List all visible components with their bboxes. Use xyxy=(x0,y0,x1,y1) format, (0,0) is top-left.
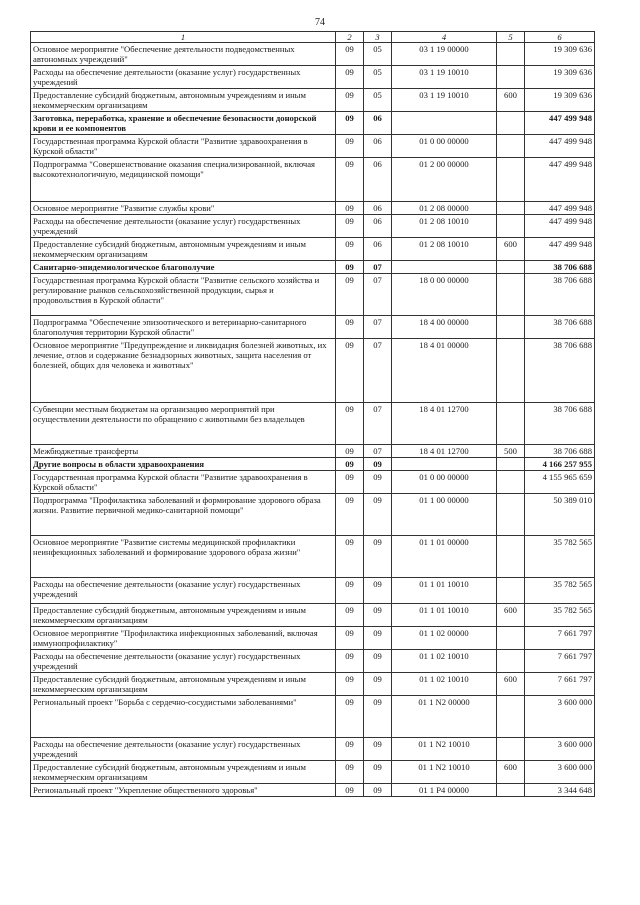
row-subsection-cell: 06 xyxy=(364,215,392,238)
row-expense-type-cell xyxy=(497,43,525,66)
row-subsection-cell: 06 xyxy=(364,135,392,158)
row-section-cell: 09 xyxy=(336,536,364,578)
row-name-cell: Расходы на обеспечение деятельности (оказание услуг) государственных учреждений xyxy=(31,215,336,238)
row-section-cell: 09 xyxy=(336,43,364,66)
row-amount-cell: 38 706 688 xyxy=(525,339,595,403)
row-name-cell: Государственная программа Курской области "Развитие здравоохранения в Курской области" xyxy=(31,135,336,158)
budget-table xyxy=(30,31,595,797)
row-target-article-cell: 18 4 01 00000 xyxy=(392,339,497,403)
row-amount-cell: 4 166 257 955 xyxy=(525,458,595,471)
row-section-cell: 09 xyxy=(336,158,364,202)
row-target-article-cell: 01 1 00 00000 xyxy=(392,494,497,536)
row-expense-type-cell xyxy=(497,458,525,471)
row-subsection-cell: 09 xyxy=(364,458,392,471)
row-section-cell: 09 xyxy=(336,494,364,536)
row-target-article-cell: 01 2 08 00000 xyxy=(392,202,497,215)
table-row xyxy=(31,339,595,403)
row-expense-type-cell xyxy=(497,66,525,89)
row-subsection-cell: 09 xyxy=(364,578,392,604)
row-target-article-cell: 18 0 00 00000 xyxy=(392,274,497,316)
row-target-article-cell: 01 1 02 10010 xyxy=(392,673,497,696)
header-cell: 6 xyxy=(525,32,595,43)
row-target-article-cell: 03 1 19 10010 xyxy=(392,66,497,89)
row-amount-cell: 3 344 648 xyxy=(525,784,595,797)
row-section-cell: 09 xyxy=(336,261,364,274)
row-expense-type-cell xyxy=(497,403,525,445)
table-row xyxy=(31,673,595,696)
row-subsection-cell: 07 xyxy=(364,274,392,316)
row-name-cell: Подпрограмма "Совершенствование оказания специализированной, включая высокотехнологичную, медицинской помощи" xyxy=(31,158,336,202)
row-amount-cell: 447 499 948 xyxy=(525,135,595,158)
row-subsection-cell: 05 xyxy=(364,89,392,112)
row-amount-cell: 4 155 965 659 xyxy=(525,471,595,494)
row-subsection-cell: 09 xyxy=(364,784,392,797)
row-amount-cell: 447 499 948 xyxy=(525,238,595,261)
row-amount-cell: 38 706 688 xyxy=(525,316,595,339)
row-name-cell: Расходы на обеспечение деятельности (оказание услуг) государственных учреждений xyxy=(31,738,336,761)
row-target-article-cell: 01 1 01 00000 xyxy=(392,536,497,578)
row-amount-cell: 19 309 636 xyxy=(525,66,595,89)
row-expense-type-cell xyxy=(497,274,525,316)
row-name-cell: Основное мероприятие "Профилактика инфекционных заболеваний, включая иммунопрофилактику" xyxy=(31,627,336,650)
row-amount-cell: 38 706 688 xyxy=(525,261,595,274)
page-number: 74 xyxy=(315,17,325,28)
row-name-cell: Расходы на обеспечение деятельности (оказание услуг) государственных учреждений xyxy=(31,66,336,89)
row-amount-cell: 19 309 636 xyxy=(525,89,595,112)
row-name-cell: Предоставление субсидий бюджетным, автономным учреждениям и иным некоммерческим организациям xyxy=(31,89,336,112)
table-row xyxy=(31,89,595,112)
row-name-cell: Санитарно-эпидемиологическое благополучие xyxy=(31,261,336,274)
row-section-cell: 09 xyxy=(336,445,364,458)
table-row xyxy=(31,696,595,738)
row-section-cell: 09 xyxy=(336,578,364,604)
row-amount-cell: 447 499 948 xyxy=(525,215,595,238)
row-expense-type-cell xyxy=(497,738,525,761)
row-target-article-cell: 01 0 00 00000 xyxy=(392,135,497,158)
row-target-article-cell: 01 1 N2 10010 xyxy=(392,738,497,761)
row-subsection-cell: 06 xyxy=(364,202,392,215)
row-subsection-cell: 09 xyxy=(364,696,392,738)
row-target-article-cell: 01 1 P4 00000 xyxy=(392,784,497,797)
row-subsection-cell: 09 xyxy=(364,627,392,650)
table-row xyxy=(31,274,595,316)
row-name-cell: Основное мероприятие "Развитие службы крови" xyxy=(31,202,336,215)
row-subsection-cell: 06 xyxy=(364,112,392,135)
table-row xyxy=(31,627,595,650)
row-amount-cell: 447 499 948 xyxy=(525,158,595,202)
row-target-article-cell xyxy=(392,458,497,471)
row-name-cell: Заготовка, переработка, хранение и обеспечение безопасности донорской крови и ее компонентов xyxy=(31,112,336,135)
row-section-cell: 09 xyxy=(336,339,364,403)
table-row xyxy=(31,202,595,215)
row-target-article-cell: 01 0 00 00000 xyxy=(392,471,497,494)
row-name-cell: Предоставление субсидий бюджетным, автономным учреждениям и иным некоммерческим организациям xyxy=(31,673,336,696)
row-amount-cell: 35 782 565 xyxy=(525,536,595,578)
row-section-cell: 09 xyxy=(336,316,364,339)
table-row xyxy=(31,158,595,202)
row-subsection-cell: 05 xyxy=(364,66,392,89)
table-row xyxy=(31,536,595,578)
row-target-article-cell: 03 1 19 10010 xyxy=(392,89,497,112)
row-section-cell: 09 xyxy=(336,202,364,215)
row-section-cell: 09 xyxy=(336,696,364,738)
row-target-article-cell: 01 1 01 10010 xyxy=(392,604,497,627)
row-amount-cell: 35 782 565 xyxy=(525,604,595,627)
row-section-cell: 09 xyxy=(336,627,364,650)
row-section-cell: 09 xyxy=(336,458,364,471)
row-expense-type-cell xyxy=(497,627,525,650)
table-row xyxy=(31,471,595,494)
row-amount-cell: 3 600 000 xyxy=(525,696,595,738)
row-target-article-cell: 01 1 N2 00000 xyxy=(392,696,497,738)
table-row xyxy=(31,650,595,673)
table-row xyxy=(31,43,595,66)
row-amount-cell: 19 309 636 xyxy=(525,43,595,66)
row-target-article-cell: 18 4 00 00000 xyxy=(392,316,497,339)
table-row xyxy=(31,112,595,135)
row-target-article-cell: 01 1 02 00000 xyxy=(392,627,497,650)
row-subsection-cell: 09 xyxy=(364,471,392,494)
row-section-cell: 09 xyxy=(336,761,364,784)
table-row xyxy=(31,316,595,339)
header-cell: 4 xyxy=(392,32,497,43)
row-section-cell: 09 xyxy=(336,738,364,761)
row-section-cell: 09 xyxy=(336,215,364,238)
row-subsection-cell: 07 xyxy=(364,339,392,403)
row-name-cell: Государственная программа Курской области "Развитие сельского хозяйства и регулирование рынков сельскохозяйственной продукции, сырья и продовольствия в Курской области" xyxy=(31,274,336,316)
row-expense-type-cell xyxy=(497,696,525,738)
row-amount-cell: 3 600 000 xyxy=(525,761,595,784)
row-amount-cell: 35 782 565 xyxy=(525,578,595,604)
row-amount-cell: 38 706 688 xyxy=(525,445,595,458)
row-subsection-cell: 07 xyxy=(364,316,392,339)
row-expense-type-cell xyxy=(497,215,525,238)
row-section-cell: 09 xyxy=(336,403,364,445)
row-expense-type-cell xyxy=(497,135,525,158)
table-row xyxy=(31,238,595,261)
row-expense-type-cell xyxy=(497,158,525,202)
table-row xyxy=(31,445,595,458)
row-amount-cell: 447 499 948 xyxy=(525,112,595,135)
row-name-cell: Межбюджетные трансферты xyxy=(31,445,336,458)
row-subsection-cell: 07 xyxy=(364,403,392,445)
row-subsection-cell: 09 xyxy=(364,673,392,696)
row-name-cell: Предоставление субсидий бюджетным, автономным учреждениям и иным некоммерческим организациям xyxy=(31,238,336,261)
row-name-cell: Расходы на обеспечение деятельности (оказание услуг) государственных учреждений xyxy=(31,650,336,673)
row-subsection-cell: 09 xyxy=(364,494,392,536)
row-section-cell: 09 xyxy=(336,112,364,135)
row-target-article-cell: 03 1 19 00000 xyxy=(392,43,497,66)
row-expense-type-cell xyxy=(497,202,525,215)
row-amount-cell: 7 661 797 xyxy=(525,673,595,696)
row-amount-cell: 3 600 000 xyxy=(525,738,595,761)
row-name-cell: Региональный проект "Борьба с сердечно-сосудистыми заболеваниями" xyxy=(31,696,336,738)
row-section-cell: 09 xyxy=(336,650,364,673)
header-cell: 2 xyxy=(336,32,364,43)
row-subsection-cell: 07 xyxy=(364,261,392,274)
row-expense-type-cell xyxy=(497,784,525,797)
row-name-cell: Региональный проект "Укрепление общественного здоровья" xyxy=(31,784,336,797)
row-expense-type-cell: 500 xyxy=(497,445,525,458)
row-name-cell: Основное мероприятие "Предупреждение и ликвидация болезней животных, их лечение, отлов и содержание безнадзорных животных, защита населения от болезней, общих для человека и животных" xyxy=(31,339,336,403)
table-row xyxy=(31,604,595,627)
row-target-article-cell: 01 2 08 10010 xyxy=(392,238,497,261)
table-row xyxy=(31,261,595,274)
row-target-article-cell: 01 1 N2 10010 xyxy=(392,761,497,784)
row-target-article-cell: 18 4 01 12700 xyxy=(392,403,497,445)
row-expense-type-cell xyxy=(497,339,525,403)
row-expense-type-cell: 600 xyxy=(497,89,525,112)
row-section-cell: 09 xyxy=(336,604,364,627)
table-row xyxy=(31,761,595,784)
table-row xyxy=(31,784,595,797)
row-subsection-cell: 05 xyxy=(364,43,392,66)
row-subsection-cell: 06 xyxy=(364,238,392,261)
row-amount-cell: 447 499 948 xyxy=(525,202,595,215)
row-name-cell: Расходы на обеспечение деятельности (оказание услуг) государственных учреждений xyxy=(31,578,336,604)
row-name-cell: Предоставление субсидий бюджетным, автономным учреждениям и иным некоммерческим организациям xyxy=(31,761,336,784)
row-expense-type-cell xyxy=(497,471,525,494)
row-expense-type-cell xyxy=(497,650,525,673)
row-amount-cell: 7 661 797 xyxy=(525,650,595,673)
row-name-cell: Государственная программа Курской области "Развитие здравоохранения в Курской области" xyxy=(31,471,336,494)
row-expense-type-cell xyxy=(497,316,525,339)
row-target-article-cell xyxy=(392,112,497,135)
table-row xyxy=(31,403,595,445)
row-name-cell: Предоставление субсидий бюджетным, автономным учреждениям и иным некоммерческим организациям xyxy=(31,604,336,627)
header-cell: 3 xyxy=(364,32,392,43)
row-section-cell: 09 xyxy=(336,471,364,494)
row-section-cell: 09 xyxy=(336,238,364,261)
row-amount-cell: 50 389 010 xyxy=(525,494,595,536)
row-name-cell: Подпрограмма "Профилактика заболеваний и формирование здорового образа жизни. Развитие первичной медико-санитарной помощи" xyxy=(31,494,336,536)
header-cell: 1 xyxy=(31,32,336,43)
row-subsection-cell: 09 xyxy=(364,650,392,673)
row-target-article-cell: 18 4 01 12700 xyxy=(392,445,497,458)
row-expense-type-cell: 600 xyxy=(497,238,525,261)
row-name-cell: Субвенции местным бюджетам на организацию мероприятий при осуществлении деятельности по обращению с животными без владельцев xyxy=(31,403,336,445)
row-section-cell: 09 xyxy=(336,673,364,696)
row-expense-type-cell xyxy=(497,112,525,135)
row-target-article-cell: 01 2 08 10010 xyxy=(392,215,497,238)
row-expense-type-cell xyxy=(497,261,525,274)
row-section-cell: 09 xyxy=(336,274,364,316)
row-section-cell: 09 xyxy=(336,89,364,112)
table-row xyxy=(31,135,595,158)
row-target-article-cell: 01 1 01 10010 xyxy=(392,578,497,604)
row-name-cell: Другие вопросы в области здравоохранения xyxy=(31,458,336,471)
table-row xyxy=(31,66,595,89)
table-row xyxy=(31,215,595,238)
row-subsection-cell: 09 xyxy=(364,761,392,784)
row-name-cell: Основное мероприятие "Обеспечение деятельности подведомственных автономных учреждений" xyxy=(31,43,336,66)
row-target-article-cell xyxy=(392,261,497,274)
row-expense-type-cell xyxy=(497,578,525,604)
row-subsection-cell: 06 xyxy=(364,158,392,202)
table-row xyxy=(31,738,595,761)
row-name-cell: Основное мероприятие "Развитие системы медицинской профилактики неинфекционных заболеваний и формирование здорового образа жизни" xyxy=(31,536,336,578)
row-subsection-cell: 09 xyxy=(364,536,392,578)
row-amount-cell: 7 661 797 xyxy=(525,627,595,650)
table-row xyxy=(31,578,595,604)
row-subsection-cell: 07 xyxy=(364,445,392,458)
row-name-cell: Подпрограмма "Обеспечение эпизоотического и ветеринарно-санитарного благополучия территории Курской области" xyxy=(31,316,336,339)
row-target-article-cell: 01 2 00 00000 xyxy=(392,158,497,202)
row-section-cell: 09 xyxy=(336,66,364,89)
table-row xyxy=(31,494,595,536)
row-expense-type-cell xyxy=(497,536,525,578)
row-amount-cell: 38 706 688 xyxy=(525,274,595,316)
row-expense-type-cell xyxy=(497,494,525,536)
row-section-cell: 09 xyxy=(336,135,364,158)
row-expense-type-cell: 600 xyxy=(497,761,525,784)
row-expense-type-cell: 600 xyxy=(497,604,525,627)
row-section-cell: 09 xyxy=(336,784,364,797)
row-target-article-cell: 01 1 02 10010 xyxy=(392,650,497,673)
row-subsection-cell: 09 xyxy=(364,738,392,761)
header-row xyxy=(31,32,595,43)
header-cell: 5 xyxy=(497,32,525,43)
row-subsection-cell: 09 xyxy=(364,604,392,627)
row-amount-cell: 38 706 688 xyxy=(525,403,595,445)
table-row xyxy=(31,458,595,471)
row-expense-type-cell: 600 xyxy=(497,673,525,696)
